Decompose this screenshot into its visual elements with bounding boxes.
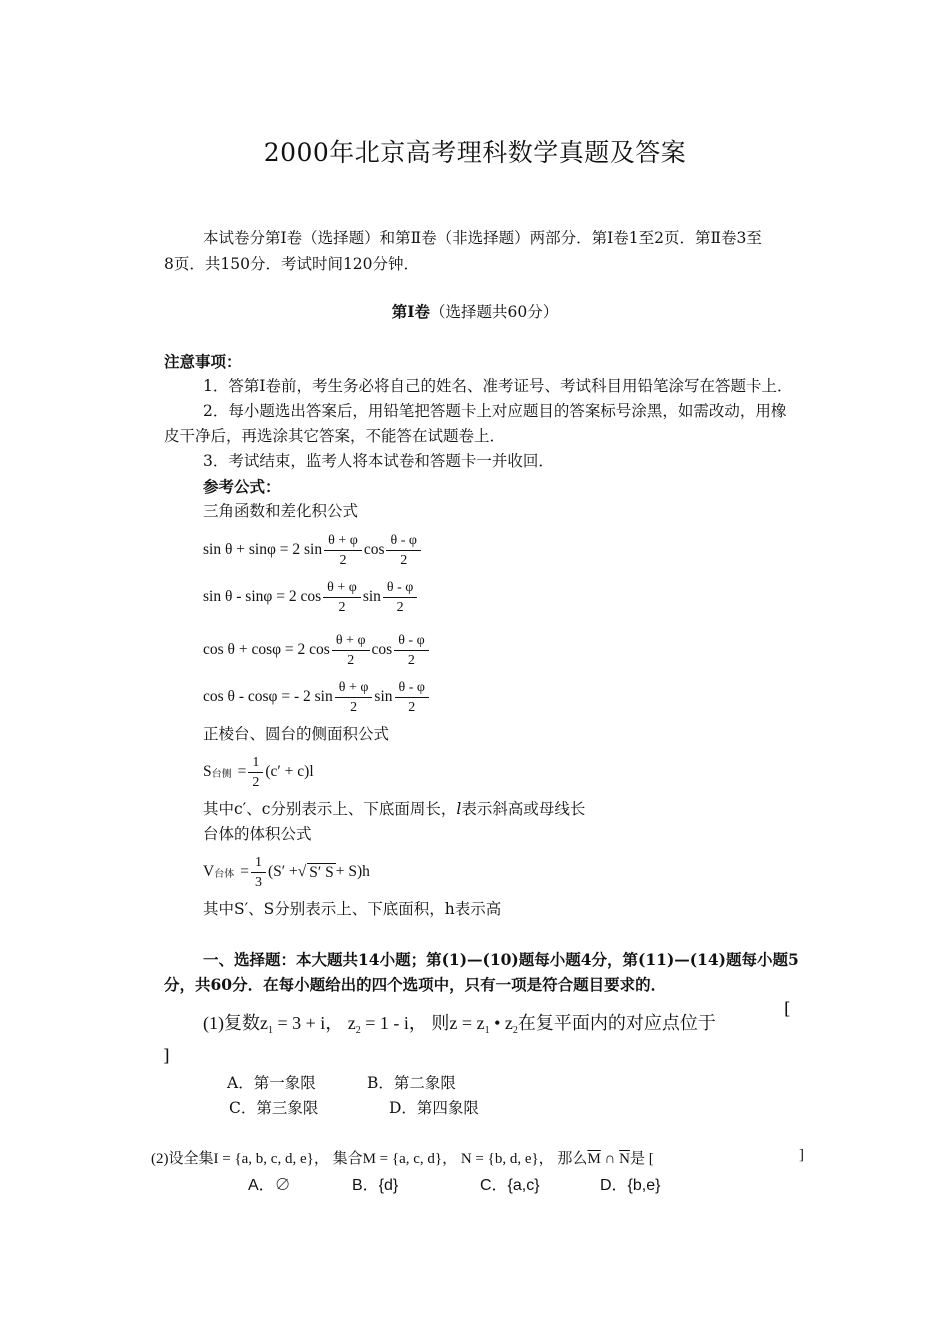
formulas-heading: 参考公式： (203, 477, 281, 496)
formula-mid: cos (371, 641, 393, 658)
question-2-stem (151, 1147, 654, 1168)
q2-part: 是 [ (629, 1151, 654, 1167)
formula-mid: sin (362, 588, 381, 605)
fraction (394, 632, 428, 669)
question-1-stem (203, 1009, 716, 1036)
numerator: θ - φ (394, 632, 428, 651)
denominator: 2 (338, 599, 346, 615)
formula-mid: sin (374, 688, 393, 705)
numerator: 1 (251, 854, 266, 873)
volume-heading: 台体的体积公式 (203, 825, 312, 843)
intro-line-1: 本试卷分第Ⅰ卷（选择题）和第Ⅱ卷（非选择题）两部分．第Ⅰ卷1至2页．第Ⅱ卷3至 (203, 229, 762, 247)
q2-part: (2)设全集I = {a, b, c, d, e}， 集合M = {a, c, d}， N = {b, d, e}， 那么 (151, 1151, 588, 1167)
q2-n-complement: $\overline{N}$ (619, 1151, 630, 1167)
equals: = (240, 863, 249, 880)
q1-open-bracket: [ (784, 999, 791, 1019)
numerator: θ - φ (383, 579, 417, 598)
q1-part: = 3 + i， z (272, 1013, 356, 1033)
formula-lhs: sin θ + sinφ = 2 sin (203, 541, 323, 558)
denominator: 3 (254, 874, 262, 890)
subscript: 台体 (214, 868, 235, 880)
q1-option-c: C．第三象限 (229, 1099, 319, 1117)
formula-volume (203, 850, 370, 894)
symbol-s: S (203, 763, 212, 780)
q1-close-bracket: ] (163, 1046, 170, 1066)
formula-sum-sin (203, 528, 423, 572)
denominator: 2 (252, 774, 260, 790)
numerator: 1 (248, 754, 263, 773)
trig-heading: 三角函数和差化积公式 (203, 502, 359, 520)
q2-close-bracket: ] (799, 1147, 804, 1163)
fraction (324, 532, 362, 569)
volume-note: 其中S′、S分别表示上、下底面积，h表示高 (203, 900, 502, 918)
part1-line-1: 一、选择题：本大题共14小题；第(1)—(10)题每小题4分，第(11)—(14)题每小题5 (203, 950, 799, 969)
formula-pre: (S′ + (267, 863, 298, 880)
formula-sum-cos (203, 628, 431, 672)
fraction (383, 579, 417, 616)
denominator: 2 (350, 699, 358, 715)
intro-line-2: 8页．共150分．考试时间120分钟． (164, 255, 420, 273)
subscript: 1 (484, 1025, 490, 1036)
formula-lateral-area (203, 750, 314, 794)
numerator: θ + φ (332, 632, 370, 651)
q1-part: = 1 - i， 则z = z (360, 1013, 485, 1033)
formula-lhs: cos θ - cosφ = - 2 sin (203, 688, 333, 705)
lateral-heading: 正棱台、圆台的侧面积公式 (203, 725, 390, 743)
section-heading-bold: 第Ⅰ卷 (391, 302, 431, 321)
symbol-v: V (203, 863, 215, 880)
formula-mid: cos (363, 541, 385, 558)
formula-rest: (c′ + c)l (265, 763, 314, 780)
section-heading (0, 299, 950, 325)
fraction (395, 679, 429, 716)
sqrt-icon: √ (297, 863, 307, 880)
formula-lhs: sin θ - sinφ = 2 cos (203, 588, 322, 605)
equals: = (237, 763, 247, 780)
fraction (248, 754, 263, 791)
denominator: 2 (396, 599, 404, 615)
formula-diff-cos (203, 675, 431, 719)
lateral-note (203, 797, 585, 822)
notes-heading: 注意事项： (164, 352, 242, 371)
denominator: 2 (347, 652, 355, 668)
numerator: θ + φ (335, 679, 373, 698)
q2-option-c: C．{a,c} (480, 1177, 540, 1194)
page-title: 2000年北京高考理科数学真题及答案 (263, 138, 687, 167)
numerator: θ + φ (324, 532, 362, 551)
fraction (386, 532, 420, 569)
q1-option-a: A．第一象限 (227, 1074, 316, 1092)
formula-diff-sin (203, 575, 419, 619)
q1-option-d: D．第四象限 (389, 1099, 479, 1117)
q1-part: 在复平面内的对应点位于 (517, 1013, 716, 1033)
q2-cap: ∩ (600, 1151, 620, 1167)
fraction (323, 579, 361, 616)
denominator: 2 (339, 552, 347, 568)
fraction (251, 854, 266, 891)
q2-option-a: A．∅ (248, 1177, 291, 1194)
radicand: S′ S (309, 863, 334, 881)
subscript: 台侧 (211, 768, 232, 780)
q1-option-b: B．第二象限 (367, 1074, 456, 1092)
subscript: 2 (512, 1025, 518, 1036)
q2-option-b: B．{d} (352, 1177, 399, 1194)
lateral-note-a: 其中c′、c分别表示上、下底面周长， (203, 800, 457, 818)
formula-post: + S)h (335, 863, 370, 880)
fraction (335, 679, 373, 716)
lateral-note-b: 表示斜高或母线长 (461, 800, 586, 818)
fraction (332, 632, 370, 669)
denominator: 2 (407, 652, 415, 668)
note-item-2-line-2: 皮干净后，再选涂其它答案，不能答在试题卷上． (164, 427, 506, 445)
denominator: 2 (400, 552, 408, 568)
note-item-3: 3．考试结束，监考人将本试卷和答题卡一并收回． (203, 452, 554, 470)
q1-part: (1)复数z (203, 1013, 268, 1033)
numerator: θ - φ (395, 679, 429, 698)
numerator: θ - φ (386, 532, 420, 551)
subscript: 2 (355, 1025, 361, 1036)
formula-lhs: cos θ + cosφ = 2 cos (203, 641, 330, 658)
numerator: θ + φ (323, 579, 361, 598)
denominator: 2 (408, 699, 416, 715)
note-item-2-line-1: 2．每小题选出答案后，用铅笔把答题卡上对应题目的答案标号涂黑，如需改动，用橡 (203, 402, 787, 420)
q1-part: • z (489, 1013, 513, 1033)
note-item-1: 1．答第Ⅰ卷前，考生务必将自己的姓名、准考证号、考试科目用铅笔涂写在答题卡上． (203, 377, 793, 395)
lateral-note-l: l (456, 800, 462, 818)
part1-line-2: 分，共60分．在每小题给出的四个选项中，只有一项是符合题目要求的． (164, 975, 667, 994)
q2-option-d: D．{b,e} (600, 1177, 661, 1194)
q2-m-complement: $\overline{M}$ (587, 1151, 601, 1167)
subscript: 1 (267, 1025, 273, 1036)
section-heading-rest: （选择题共60分） (430, 303, 559, 321)
